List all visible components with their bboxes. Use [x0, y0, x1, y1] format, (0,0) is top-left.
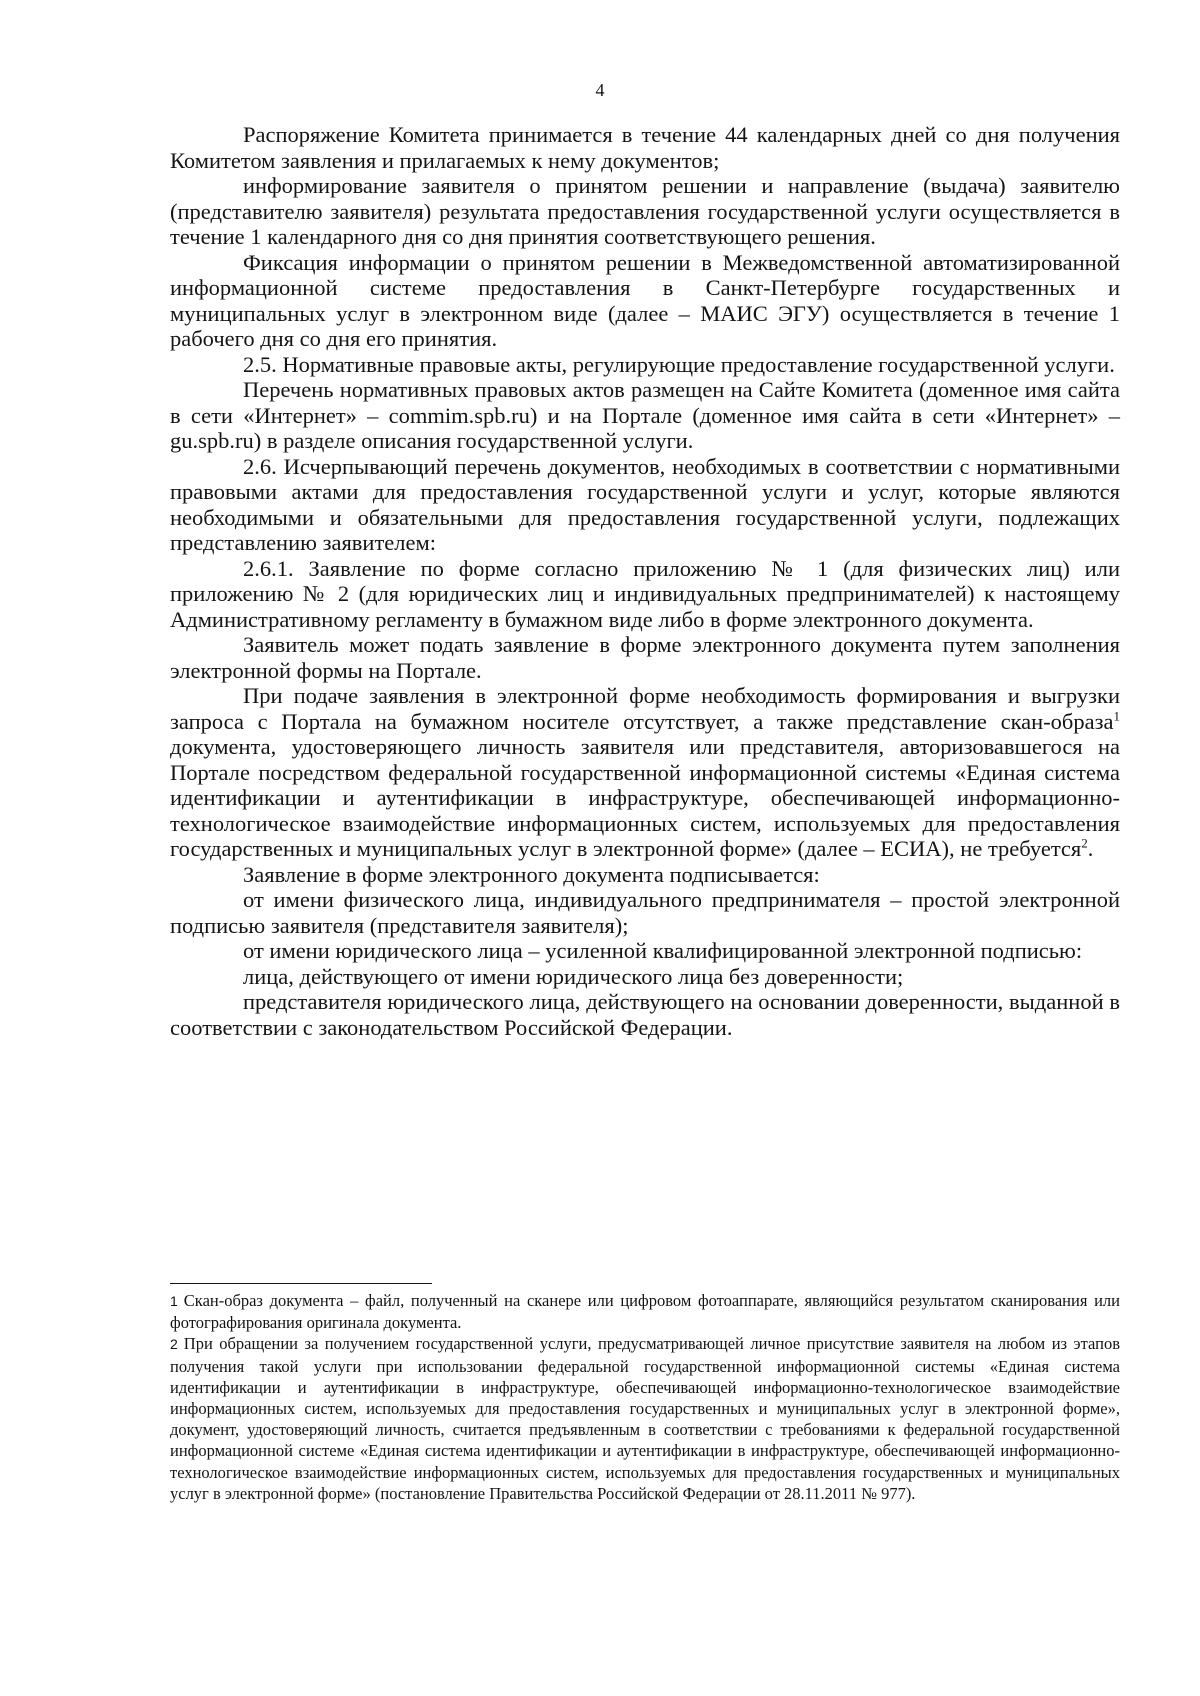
paragraph-part: документа, удостоверяющего личность заявителя или представителя, авторизовавшегося на Портале посредством федеральной государственной информационной системы «Единая система идентификации и аутентификации в инфраструктуре, обеспечивающей информационно-технологическое взаимодействие информационных систем, используемых для предоставления государственных и муниципальных услуг в электронной форме» (далее – ЕСИА), не требуется — [170, 734, 1120, 861]
footnote-reference-1: 1 — [1113, 708, 1120, 723]
footnote-mark: 1 — [170, 1293, 178, 1309]
paragraph-section-2-6: 2.6. Исчерпывающий перечень документов, необходимых в соответствии с нормативными правовыми актами для предоставления государственной услуги и услуг, которые являются необходимыми и обязательными для предоставления государственной услуги, подлежащих представлению заявителем: — [170, 453, 1120, 555]
paragraph-electronic-form: Заявитель может подать заявление в форме электронного документа путем заполнения электронной формы на Портале. — [170, 632, 1120, 683]
paragraph-part: . — [1087, 836, 1094, 861]
footnote-mark: 2 — [170, 1336, 178, 1353]
paragraph-signature-without-proxy: лица, действующего от имени юридического лица без доверенности; — [243, 963, 904, 989]
page-number: 4 — [595, 80, 605, 100]
paragraph-section-2-6-1: 2.6.1. Заявление по форме согласно приложению № 1 (для физических лиц) или приложению № 2 (для юридических лиц и индивидуальных предпринимателей) к настоящему Административному регламенту в бумажном виде либо в форме электронного документа. — [170, 555, 1120, 632]
footnotes — [170, 1290, 1120, 1504]
footnote-2 — [170, 1333, 1120, 1504]
body-text — [170, 122, 1120, 1040]
paragraph-informing: информирование заявителя о принятом решении и направление (выдача) заявителю (представителю заявителя) результата предоставления государственной услуги осуществляется в течение 1 календарного дня со дня принятия соответствующего решения. — [170, 173, 1120, 249]
paragraph-section-2-5: 2.5. Нормативные правовые акты, регулирующие предоставление государственной услуги. — [243, 351, 1115, 377]
footnote-reference-2: 2 — [1081, 835, 1088, 851]
footnote-separator — [170, 1283, 432, 1284]
paragraph-signature-intro: Заявление в форме электронного документа подписывается: — [243, 861, 820, 887]
paragraph-signature-representative: представителя юридического лица, действующего на основании доверенности, выданной в соответствии с законодательством Российской Федерации. — [170, 989, 1120, 1040]
footnote-text: При обращении за получением государственной услуги, предусматривающей личное присутствие заявителя на любом из этапов получения такой услуги при использовании федеральной государственной информационной системы «Единая система идентификации и аутентификации в инфраструктуре, обеспечивающей информационно-технологическое взаимодействие информационных систем, используемых для предоставления государственных и муниципальных услуг в электронной форме», документ, удостоверяющий личность, считается предъявленным в соответствии с требованиями к федеральной государственной информационной системе «Единая система идентификации и аутентификации в инфраструктуре, обеспечивающей информационно-технологическое взаимодействие информационных систем, используемых для предоставления государственных и муниципальных услуг в электронной форме» (постановление Правительства Российской Федерации от 28.11.2011 № 977). — [170, 1334, 1120, 1503]
paragraph-acts-list: Перечень нормативных правовых актов размещен на Сайте Комитета (доменное имя сайта в сети «Интернет» – commim.spb.ru) и на Портале (доменное имя сайта в сети «Интернет» – gu.spb.ru) в разделе описания государственной услуги. — [170, 377, 1120, 453]
paragraph-part: При подаче заявления в электронной форме необходимость формирования и выгрузки запроса с Портала на бумажном носителе отсутствует, а также представление скан-образа — [170, 683, 1120, 734]
paragraph-electronic-submission — [170, 683, 1120, 862]
paragraph-signature-individual: от имени физического лица, индивидуального предпринимателя – простой электронной подписью заявителя (представителя заявителя); — [170, 887, 1120, 938]
paragraph-signature-legal-entity: от имени юридического лица – усиленной квалифицированной электронной подписью: — [243, 938, 1083, 963]
footnote-1 — [170, 1290, 1120, 1333]
paragraph-fixation: Фиксация информации о принятом решении в Межведомственной автоматизированной информационной системе предоставления в Санкт-Петербурге государственных и муниципальных услуг в электронном виде (далее – МАИС ЭГУ) осуществляется в течение 1 рабочего дня со дня его принятия. — [170, 249, 1120, 351]
footnote-text: Скан-образ документа – файл, полученный на сканере или цифровом фотоаппарате, являющийся результатом сканирования или фотографирования оригинала документа. — [170, 1291, 1120, 1333]
paragraph-decision-term: Распоряжение Комитета принимается в течение 44 календарных дней со дня получения Комитетом заявления и прилагаемых к нему документов; — [170, 122, 1120, 173]
